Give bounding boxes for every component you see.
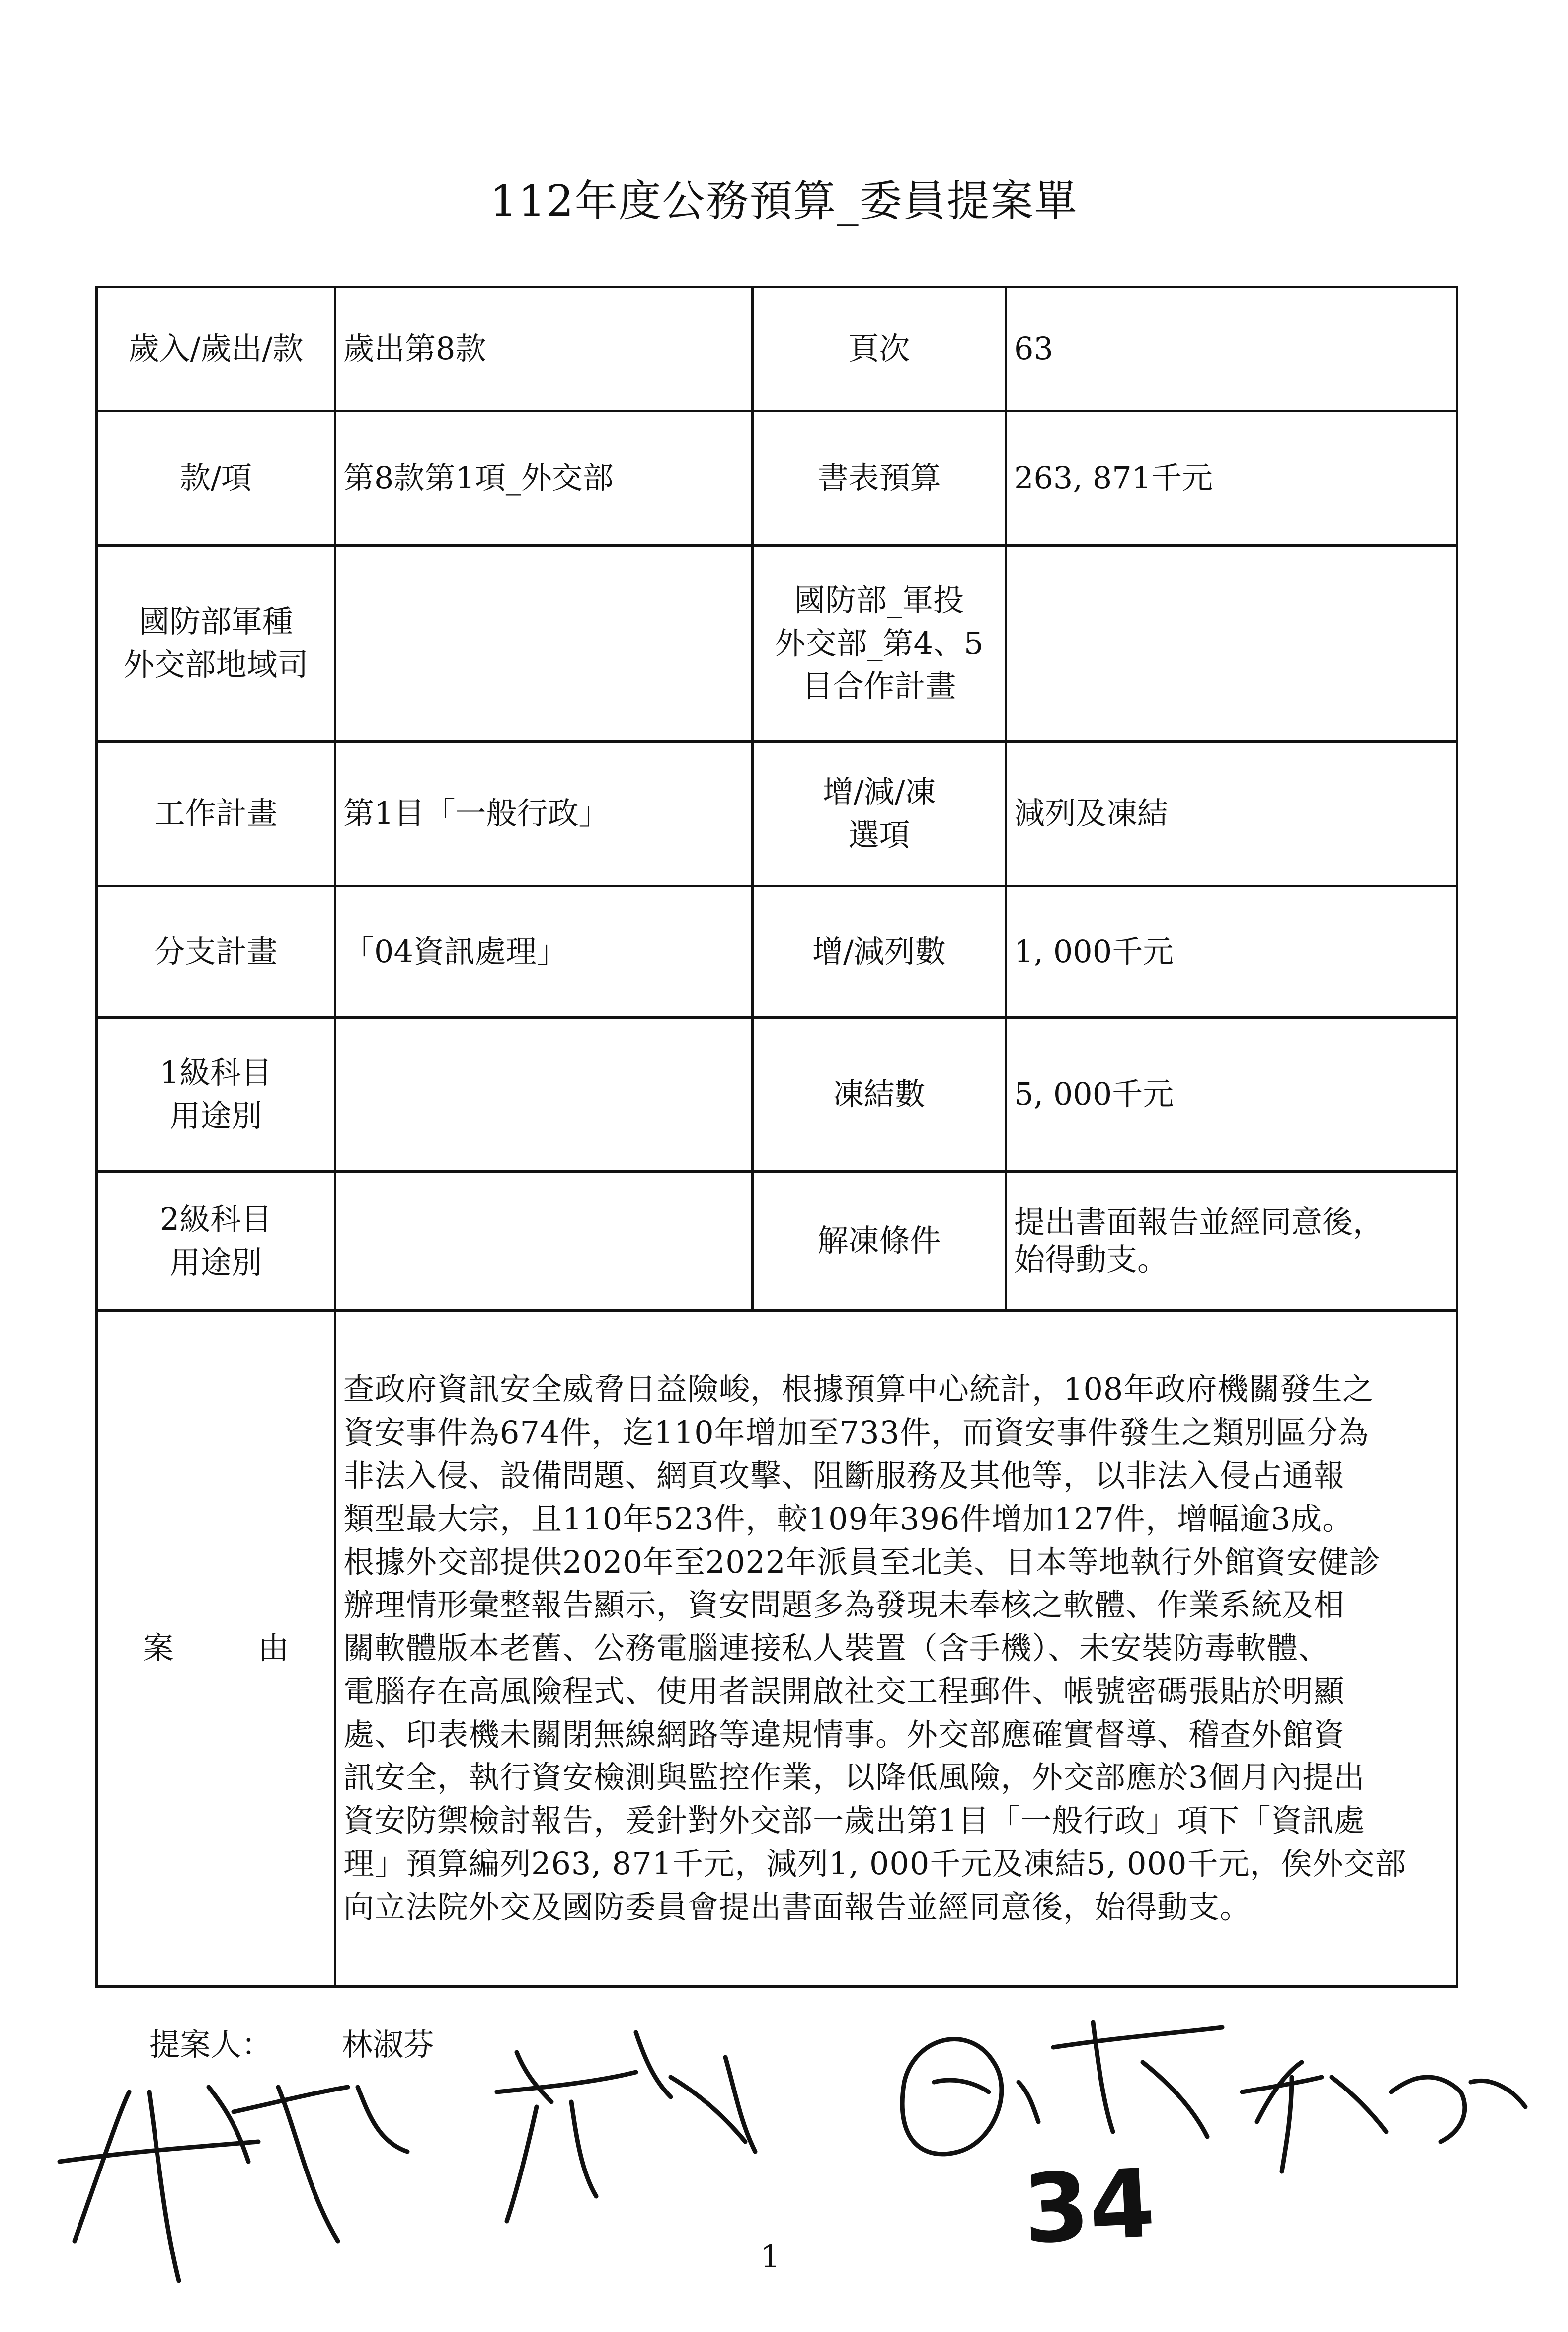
label-cooperation-plan xyxy=(753,546,1006,742)
label-branch-plan: 分支計畫 xyxy=(97,886,335,1018)
value-cooperation-plan xyxy=(1006,546,1457,742)
proposer-name: 林淑芬 xyxy=(342,2026,435,2063)
proposer-label: 提案人： xyxy=(149,2026,273,2063)
reason-line: 處、印表機未關閉無線網路等違規情事。外交部應確實督導、稽查外館資 xyxy=(343,1716,1345,1753)
signature-2 xyxy=(497,2032,755,2221)
value-line: 始得動支。 xyxy=(1014,1241,1169,1278)
reason-line: 辦理情形彙整報告顯示，資安問題多為發現未奉核之軟體、作業系統及相 xyxy=(343,1587,1345,1623)
label-line: 用途別 xyxy=(169,1244,262,1281)
label-line: 目合作計畫 xyxy=(802,668,956,705)
table-row xyxy=(97,742,1457,886)
value-work-plan: 第1目「一般行政」 xyxy=(335,742,753,886)
label-military-branch xyxy=(97,546,335,742)
table-row xyxy=(97,886,1457,1018)
label-line: 1級科目 xyxy=(159,1054,272,1091)
reason-line: 資安防禦檢討報告，爰針對外交部一歲出第1目「一般行政」項下「資訊處 xyxy=(343,1802,1365,1839)
label-work-plan: 工作計畫 xyxy=(97,742,335,886)
reason-line: 根據外交部提供2020年至2022年派員至北美、日本等地執行外館資安健診 xyxy=(343,1543,1381,1580)
signature-4 xyxy=(1242,2062,1525,2171)
value-reduction-amount: 1, 000千元 xyxy=(1006,886,1457,1018)
label-section: 款/項 xyxy=(97,411,335,546)
value-line: 提出書面報告並經同意後， xyxy=(1014,1204,1384,1241)
label-unfreeze-condition: 解凍條件 xyxy=(753,1172,1006,1311)
label-line: 外交部地域司 xyxy=(123,646,309,683)
label-line: 增/減/凍 xyxy=(822,773,936,810)
label-page: 頁次 xyxy=(753,287,1006,411)
reason-line: 電腦存在高風險程式、使用者誤開啟社交工程郵件、帳號密碼張貼於明顯 xyxy=(343,1673,1345,1709)
reason-line: 向立法院外交及國防委員會提出書面報告並經同意後，始得動支。 xyxy=(343,1888,1252,1925)
table-row xyxy=(97,546,1457,742)
label-budget: 書表預算 xyxy=(753,411,1006,546)
value-option: 減列及凍結 xyxy=(1006,742,1457,886)
label-line: 國防部軍種 xyxy=(139,603,293,640)
value-frozen-amount: 5, 000千元 xyxy=(1006,1018,1457,1172)
label-reduction-amount: 增/減列數 xyxy=(753,886,1006,1018)
reason-text xyxy=(335,1311,1457,1987)
value-category: 歲出第8款 xyxy=(335,287,753,411)
label-line: 2級科目 xyxy=(159,1201,272,1237)
signature-1 xyxy=(60,2087,407,2281)
label-reason-char: 由 xyxy=(258,1630,289,1667)
value-level2-subject xyxy=(335,1172,753,1311)
reason-line: 關軟體版本老舊、公務電腦連接私人裝置（含手機）、未安裝防毒軟體、 xyxy=(343,1630,1330,1667)
table-row xyxy=(97,287,1457,411)
label-line: 國防部_軍投 xyxy=(794,581,964,618)
value-page: 63 xyxy=(1006,287,1457,411)
reason-line: 查政府資訊安全威脅日益險峻，根據預算中心統計，108年政府機關發生之 xyxy=(343,1371,1374,1408)
document-title: 112年度公務預算_委員提案單 xyxy=(490,176,1078,226)
table-row xyxy=(97,411,1457,546)
label-reason xyxy=(97,1311,335,1987)
reason-line: 非法入侵、設備問題、網頁攻擊、阻斷服務及其他等，以非法入侵占通報 xyxy=(343,1457,1345,1494)
label-line: 選項 xyxy=(848,816,910,853)
label-frozen-amount: 凍結數 xyxy=(753,1018,1006,1172)
value-branch-plan: 「04資訊處理」 xyxy=(335,886,753,1018)
value-unfreeze-condition xyxy=(1006,1172,1457,1311)
value-budget: 263, 871千元 xyxy=(1006,411,1457,546)
reason-line: 資安事件為674件，迄110年增加至733件，而資安事件發生之類別區分為 xyxy=(343,1414,1370,1451)
signature-3 xyxy=(902,2022,1222,2154)
label-line: 用途別 xyxy=(169,1097,262,1134)
label-reason-char: 案 xyxy=(143,1630,174,1667)
handwritten-signatures xyxy=(0,1963,1568,2311)
value-section: 第8款第1項_外交部 xyxy=(335,411,753,546)
reason-line: 類型最大宗，且110年523件，較109年396件增加127件，增幅逾3成。 xyxy=(343,1500,1354,1537)
reason-line: 訊安全，執行資安檢測與監控作業，以降低風險，外交部應於3個月內提出 xyxy=(343,1759,1365,1796)
value-level1-subject xyxy=(335,1018,753,1172)
label-level1-subject xyxy=(97,1018,335,1172)
label-level2-subject xyxy=(97,1172,335,1311)
proposal-form-table xyxy=(95,286,1458,1988)
table-row xyxy=(97,1311,1457,1987)
label-line: 外交部_第4、5 xyxy=(775,625,984,661)
label-option xyxy=(753,742,1006,886)
handwritten-number: 34 xyxy=(1020,2148,1158,2265)
label-category: 歲入/歲出/款 xyxy=(97,287,335,411)
table-row xyxy=(97,1172,1457,1311)
table-row xyxy=(97,1018,1457,1172)
page-number: 1 xyxy=(760,2239,781,2275)
reason-line: 理」預算編列263, 871千元，減列1, 000千元及凍結5, 000千元，俟外交部 xyxy=(343,1846,1407,1882)
value-military-branch xyxy=(335,546,753,742)
